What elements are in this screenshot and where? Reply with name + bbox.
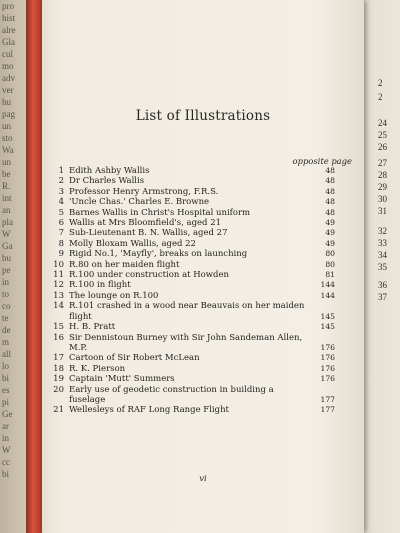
left-book-fragment: bi [2, 469, 10, 479]
entry-number: 21 [53, 405, 64, 416]
left-book-fragment: co [2, 301, 11, 311]
entry-caption: R.101 crashed in a wood near Beauvais on her maiden flight [69, 301, 305, 322]
entry-number: 1 [58, 166, 64, 176]
left-book-fragment: ver [2, 85, 14, 95]
entry-number: 11 [53, 270, 64, 281]
entry-page: 48 [325, 207, 335, 217]
left-book-fragment: alre [2, 25, 16, 35]
left-book-fragment: be [2, 169, 11, 179]
illustration-entry [42, 260, 364, 270]
left-book-fragment: ar [2, 421, 9, 431]
entry-number: 9 [58, 249, 64, 260]
entry-number: 8 [58, 238, 64, 249]
left-book-fragment: an [2, 205, 11, 215]
column-heading: opposite page [292, 156, 352, 166]
illustration-entry [42, 322, 364, 332]
illustration-list [42, 166, 364, 416]
right-book-fragment: 2 [378, 92, 383, 102]
left-book-fragment: mo [2, 61, 14, 71]
entry-number: 4 [58, 197, 64, 208]
entry-number: 15 [53, 322, 64, 333]
entry-caption: Sir Dennistoun Burney with Sir John Sandeman Allen, M.P. [69, 332, 303, 353]
entry-page: 177 [320, 405, 335, 415]
left-book-fragment: te [2, 313, 9, 323]
entry-caption: Sub-Lieutenant B. N. Wallis, aged 27 [69, 228, 228, 239]
right-book-fragment: 29 [378, 182, 387, 192]
page-number: vi [199, 474, 207, 484]
left-book-fragment: sto [2, 133, 13, 143]
entry-page: 48 [325, 176, 335, 186]
entry-page: 48 [325, 186, 335, 196]
left-book-fragment: pi [2, 397, 10, 407]
entry-page: 145 [320, 322, 335, 332]
right-book-fragment: 33 [378, 238, 387, 248]
entry-page: 48 [325, 166, 335, 175]
entry-page: 80 [325, 259, 335, 269]
left-book-fragment: Ge [2, 409, 13, 419]
entry-caption: Professor Henry Armstrong, F.R.S. [69, 186, 219, 197]
illustration-entry [42, 239, 364, 249]
left-book-fragment: un [2, 121, 11, 131]
entry-caption: Dr Charles Wallis [69, 176, 145, 187]
entry-number: 10 [53, 259, 64, 270]
left-book-fragment: es [2, 385, 10, 395]
illustration-entry [42, 385, 364, 406]
entry-caption: Rigid No.1, 'Mayfly', breaks on launching [69, 249, 248, 260]
entry-caption: Wellesleys of RAF Long Range Flight [69, 405, 229, 416]
right-book-fragment: 31 [378, 206, 387, 216]
page-title: List of Illustrations [135, 108, 271, 124]
left-book-fragment: in [2, 277, 10, 287]
left-book-fragment: un [2, 157, 11, 167]
left-book-fragment: pag [2, 109, 15, 119]
right-book-fragment: 35 [378, 262, 387, 272]
illustration-entry [42, 353, 364, 363]
left-book-fragment: to [2, 289, 10, 299]
entry-page: 49 [325, 238, 335, 248]
right-book-fragment: 28 [378, 170, 387, 180]
entry-caption: The lounge on R.100 [69, 290, 159, 301]
left-book-fragment: pe [2, 265, 11, 275]
entry-caption: Captain 'Mutt' Summers [69, 374, 175, 385]
illustration-entry [42, 333, 364, 354]
left-book-fragment: cul [2, 49, 13, 59]
left-book-fragment: pro [2, 1, 14, 11]
book-page [42, 0, 364, 533]
entry-page: 145 [320, 311, 335, 321]
entry-caption: R.80 on her maiden flight [69, 259, 180, 270]
left-book-fragment: bu [2, 253, 11, 263]
left-book-fragment: lo [2, 361, 10, 371]
entry-page: 176 [320, 342, 335, 352]
left-book-fragment: hist [2, 13, 16, 23]
illustration-entry [42, 270, 364, 280]
entry-caption: Barnes Wallis in Christ's Hospital uniform [69, 207, 251, 218]
entry-caption: R. K. Pierson [69, 363, 126, 374]
entry-caption: R.100 under construction at Howden [69, 270, 230, 281]
red-book-spine [26, 0, 42, 533]
right-book-fragment: 2 [378, 78, 383, 88]
left-book-text [2, 0, 24, 533]
left-book-fragment: W [2, 445, 11, 455]
left-book-fragment: pla [2, 217, 13, 227]
entry-number: 5 [58, 207, 64, 218]
entry-number: 6 [58, 218, 64, 229]
illustration-entry [42, 301, 364, 322]
entry-number: 20 [53, 384, 64, 395]
entry-number: 12 [53, 280, 64, 291]
entry-page: 80 [325, 249, 335, 259]
entry-page: 49 [325, 228, 335, 238]
illustration-entry [42, 187, 364, 197]
entry-page: 177 [320, 394, 335, 404]
left-book-fragment: in [2, 433, 10, 443]
entry-caption: Wallis at Mrs Bloomfield's, aged 21 [69, 218, 222, 229]
entry-caption: Molly Bloxam Wallis, aged 22 [69, 238, 196, 249]
entry-caption: R.100 in flight [69, 280, 131, 291]
left-book-fragment: Gla [2, 37, 15, 47]
entry-caption: Cartoon of Sir Robert McLean [69, 353, 200, 364]
left-book-fragment: adv [2, 73, 15, 83]
entry-page: 49 [325, 218, 335, 228]
right-page-text [378, 0, 400, 533]
illustration-entry [42, 280, 364, 290]
entry-caption: 'Uncle Chas.' Charles E. Browne [69, 197, 210, 208]
left-book-fragment: m [2, 337, 10, 347]
illustration-entry [42, 166, 364, 176]
entry-page: 176 [320, 353, 335, 363]
entry-number: 13 [53, 290, 64, 301]
entry-number: 2 [58, 176, 64, 187]
entry-number: 17 [53, 353, 64, 364]
left-book-fragment: de [2, 325, 11, 335]
entry-page: 144 [320, 280, 335, 290]
entry-number: 19 [53, 374, 64, 385]
illustration-entry [42, 228, 364, 238]
right-book-fragment: 27 [378, 158, 387, 168]
left-book-fragment: all [2, 349, 11, 359]
illustration-entry [42, 249, 364, 259]
right-book-fragment: 26 [378, 142, 387, 152]
entry-page: 81 [325, 270, 335, 280]
entry-page: 48 [325, 197, 335, 207]
left-book-fragment: Ga [2, 241, 13, 251]
entry-number: 3 [58, 186, 64, 197]
left-book-fragment: R. [2, 181, 11, 191]
entry-number: 14 [53, 301, 64, 312]
entry-caption: H. B. Pratt [69, 322, 116, 333]
entry-page: 144 [320, 290, 335, 300]
left-book-fragment: hu [2, 97, 11, 107]
left-book-fragment: int [2, 193, 12, 203]
illustration-entry [42, 218, 364, 228]
right-book-fragment: 34 [378, 250, 387, 260]
entry-number: 16 [53, 332, 64, 343]
right-book-fragment: 32 [378, 226, 387, 236]
right-book-fragment: 30 [378, 194, 387, 204]
entry-number: 18 [53, 363, 64, 374]
right-book-fragment: 25 [378, 130, 387, 140]
left-book-fragment: W [2, 229, 11, 239]
right-book-fragment: 36 [378, 280, 387, 290]
illustration-entry [42, 208, 364, 218]
left-book-fragment: Wa [2, 145, 14, 155]
right-book-fragment: 37 [378, 292, 387, 302]
left-book-fragment: bi [2, 373, 10, 383]
entry-number: 7 [58, 228, 64, 239]
illustration-entry [42, 176, 364, 186]
illustration-entry [42, 364, 364, 374]
left-book-fragment: cc [2, 457, 10, 467]
illustration-entry [42, 405, 364, 415]
illustration-entry [42, 197, 364, 207]
entry-page: 176 [320, 363, 335, 373]
entry-caption: Early use of geodetic construction in building a fuselage [69, 384, 274, 405]
entry-caption: Edith Ashby Wallis [69, 166, 150, 176]
right-book-fragment: 24 [378, 118, 387, 128]
illustration-entry [42, 291, 364, 301]
entry-page: 176 [320, 374, 335, 384]
illustration-entry [42, 374, 364, 384]
